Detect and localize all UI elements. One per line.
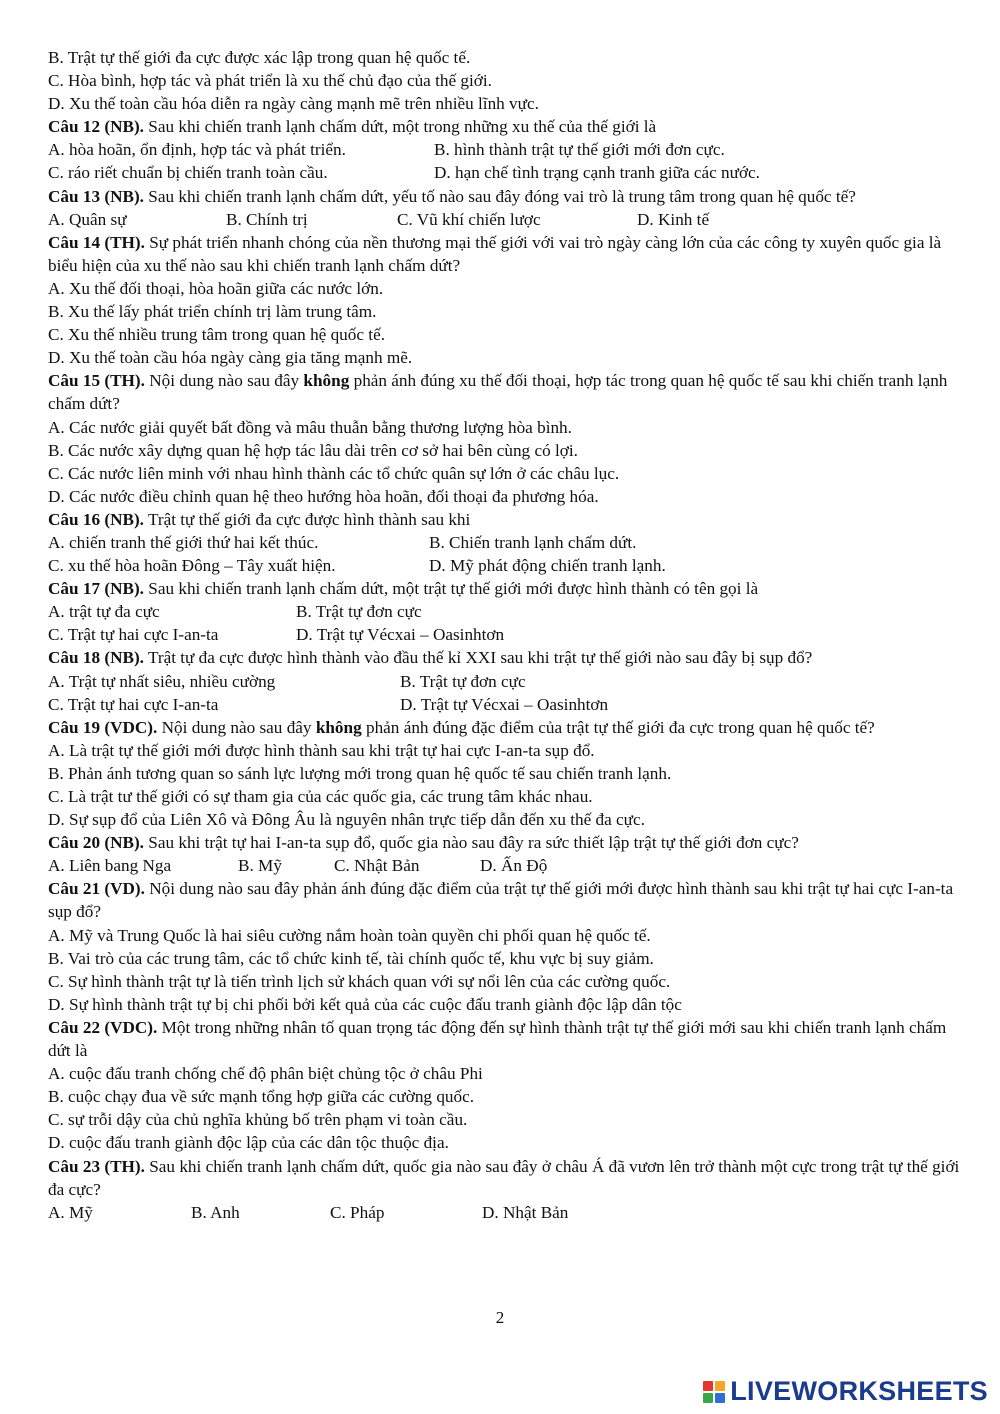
option-b: B. Xu thế lấy phát triển chính trị làm trung tâm. [48, 302, 377, 322]
option-b: B. Mỹ [238, 856, 282, 876]
question-22 [48, 1016, 960, 1062]
option-c: C. ráo riết chuẩn bị chiến tranh toàn cầu. [48, 163, 328, 183]
option-a: A. hòa hoãn, ổn định, hợp tác và phát triển. [48, 140, 346, 160]
question-label: Câu 21 (VD). [48, 879, 145, 899]
question-16 [48, 508, 960, 531]
options-row [48, 600, 960, 623]
option-b: B. Trật tự đơn cực [296, 602, 422, 622]
page-number: 2 [495, 1308, 505, 1327]
question-label: Câu 13 (NB). [48, 186, 144, 206]
option-b: B. Phản ánh tương quan so sánh lực lượng mới trong quan hệ quốc tế sau chiến tranh lạnh. [48, 763, 672, 783]
question-label: Câu 17 (NB). [48, 579, 144, 599]
answer-line: C. Hòa bình, hợp tác và phát triển là xu thế chủ đạo của thế giới. [48, 71, 492, 91]
option-b: B. Chính trị [226, 209, 308, 229]
question-text: Sự phát triển nhanh chóng của nền thương mại thế giới với vai trò ngày càng lớn của các công ty xuyên quốc gia là biểu hiện của xu thế nào sau khi chiến tranh lạnh chấm dứt? [48, 232, 942, 275]
question-text: phản ánh đúng xu thế đối thoại, hợp tác trong quan hệ quốc tế sau khi chiến tranh lạnh chấm dứt? [48, 371, 948, 414]
option-d: D. Các nước điều chỉnh quan hệ theo hướng hòa hoãn, đối thoại đa phương hóa. [48, 486, 599, 506]
question-label: Câu 16 (NB). [48, 509, 144, 529]
option-d: D. Mỹ phát động chiến tranh lạnh. [429, 556, 666, 576]
option-a: A. trật tự đa cực [48, 602, 160, 622]
option-c: C. Trật tự hai cực I-an-ta [48, 625, 219, 645]
option-d: D. cuộc đấu tranh giành độc lập của các dân tộc thuộc địa. [48, 1133, 449, 1153]
option-b: B. hình thành trật tự thế giới mới đơn cực. [434, 140, 725, 160]
brand-name: LIVEWORKSHEETS [730, 1376, 988, 1406]
question-text: Nội dung nào sau đây phản ánh đúng đặc điểm của trật tự thế giới mới được hình thành sau khi trật tự hai cực I-an-ta sụp đổ? [48, 879, 954, 922]
emphasis-not: không [303, 371, 350, 391]
options-row [48, 554, 960, 577]
option-a: A. Các nước giải quyết bất đồng và mâu thuẫn bằng thương lượng hòa bình. [48, 417, 572, 437]
option-c: C. Vũ khí chiến lược [397, 209, 541, 229]
option-b: B. Anh [191, 1202, 240, 1222]
option-b: B. Chiến tranh lạnh chấm dứt. [429, 532, 637, 552]
option-d: D. hạn chế tình trạng cạnh tranh giữa các nước. [434, 163, 760, 183]
logo-square-icon [715, 1381, 725, 1391]
question-20 [48, 831, 960, 854]
option-c: C. xu thế hòa hoãn Đông – Tây xuất hiện. [48, 556, 336, 576]
option-a: A. Liên bang Nga [48, 856, 172, 876]
question-15 [48, 369, 960, 415]
option-c: C. Nhật Bản [334, 856, 420, 876]
option-d: D. Trật tự Vécxai – Oasinhtơn [296, 625, 505, 645]
option-c: C. Xu thế nhiều trung tâm trong quan hệ quốc tế. [48, 325, 385, 345]
question-14 [48, 231, 960, 277]
liveworksheets-logo [703, 1376, 988, 1407]
option-a: A. Xu thế đối thoại, hòa hoãn giữa các nước lớn. [48, 278, 384, 298]
question-label: Câu 12 (NB). [48, 117, 144, 137]
option-c: C. Là trật tư thế giới có sự tham gia của các quốc gia, các trung tâm khác nhau. [48, 787, 593, 806]
option-a: A. chiến tranh thế giới thứ hai kết thúc. [48, 532, 319, 552]
question-text: Sau khi trật tự hai I-an-ta sụp đổ, quốc gia nào sau đây ra sức thiết lập trật tự thế giới đơn cực? [143, 833, 799, 853]
question-13 [48, 185, 960, 208]
question-label: Câu 18 (NB). [48, 648, 144, 668]
option-b: B. Trật tự đơn cực [400, 671, 526, 691]
options-row [48, 670, 960, 693]
question-text: Trật tự thế giới đa cực được hình thành sau khi [143, 509, 471, 529]
question-18 [48, 646, 960, 669]
question-12 [48, 115, 960, 138]
options-row [48, 161, 960, 184]
options-row [48, 1201, 960, 1224]
option-a: A. cuộc đấu tranh chống chế độ phân biệt chủng tộc ở châu Phi [48, 1064, 483, 1084]
logo-square-icon [715, 1393, 725, 1403]
worksheet-page [48, 46, 960, 1224]
option-c: C. Pháp [330, 1202, 385, 1222]
options-row [48, 693, 960, 716]
options-row [48, 623, 960, 646]
question-23 [48, 1155, 960, 1201]
question-label: Câu 14 (TH). [48, 232, 145, 252]
question-text: Sau khi chiến tranh lạnh chấm dứt, yếu tố nào sau đây đóng vai trò là trung tâm trong quan hệ quốc tế? [143, 186, 856, 206]
question-text: Sau khi chiến tranh lạnh chấm dứt, một trong những xu thế của thế giới là [143, 117, 657, 137]
option-d: D. Ấn Độ [480, 856, 548, 876]
question-text: Một trong những nhân tố quan trọng tác động đến sự hình thành trật tự thế giới mới sau khi chiến tranh lạnh chấm dứt là [48, 1017, 947, 1061]
options-row [48, 531, 960, 554]
question-label: Câu 23 (TH). [48, 1156, 145, 1176]
question-text: Sau khi chiến tranh lạnh chấm dứt, quốc gia nào sau đây ở châu Á đã vươn lên trở thành một cực trong trật tự thế giới đa cực? [48, 1156, 960, 1199]
option-a: A. Trật tự nhất siêu, nhiều cường [48, 671, 276, 691]
option-d: D. Trật tự Vécxai – Oasinhtơn [400, 694, 609, 714]
option-a: A. Mỹ [48, 1202, 93, 1222]
option-d: D. Sự hình thành trật tự bị chi phối bởi kết quả của các cuộc đấu tranh giành độc lập dân tộc [48, 994, 682, 1014]
options-row [48, 208, 960, 231]
logo-square-icon [703, 1393, 713, 1403]
question-label: Câu 22 (VDC). [48, 1017, 158, 1037]
question-text: Nội dung nào sau đây [144, 371, 304, 391]
option-b: B. Vai trò của các trung tâm, các tổ chức kinh tế, tài chính quốc tế, khu vực bị suy giảm. [48, 948, 654, 968]
logo-mark-icon [703, 1381, 725, 1403]
emphasis-not: không [315, 717, 362, 737]
option-a: A. Quân sự [48, 209, 127, 229]
option-a: A. Mỹ và Trung Quốc là hai siêu cường nắm hoàn toàn quyền chi phối quan hệ quốc tế. [48, 925, 651, 945]
option-d: D. Kinh tế [637, 209, 710, 229]
question-21 [48, 877, 960, 923]
question-text: Sau khi chiến tranh lạnh chấm dứt, một trật tự thế giới mới được hình thành có tên gọi là [143, 579, 759, 599]
question-19 [48, 716, 960, 739]
option-b: B. Các nước xây dựng quan hệ hợp tác lâu dài trên cơ sở hai bên cùng có lợi. [48, 440, 578, 460]
question-label: Câu 19 (VDC). [48, 717, 158, 737]
option-d: D. Xu thế toàn cầu hóa ngày càng gia tăng mạnh mẽ. [48, 348, 413, 368]
options-row [48, 138, 960, 161]
question-label: Câu 15 (TH). [48, 371, 145, 391]
option-c: C. Sự hình thành trật tự là tiến trình lịch sử khách quan với sự nổi lên của các cường quốc. [48, 971, 671, 991]
question-17 [48, 577, 960, 600]
option-d: D. Sự sụp đổ của Liên Xô và Đông Âu là nguyên nhân trực tiếp dẫn đến xu thế đa cực. [48, 810, 645, 830]
answer-line: B. Trật tự thế giới đa cực được xác lập trong quan hệ quốc tế. [48, 48, 471, 67]
question-text: phản ánh đúng đặc điểm của trật tự thế giới đa cực trong quan hệ quốc tế? [361, 717, 875, 737]
option-c: C. Các nước liên minh với nhau hình thành các tổ chức quân sự lớn ở các châu lục. [48, 463, 620, 483]
option-b: B. cuộc chạy đua về sức mạnh tổng hợp giữa các cường quốc. [48, 1087, 475, 1107]
option-c: C. sự trỗi dậy của chủ nghĩa khủng bố trên phạm vi toàn cầu. [48, 1110, 468, 1130]
option-c: C. Trật tự hai cực I-an-ta [48, 694, 219, 714]
logo-square-icon [703, 1381, 713, 1391]
options-row [48, 854, 960, 877]
option-a: A. Là trật tự thế giới mới được hình thành sau khi trật tự hai cực I-an-ta sụp đổ. [48, 740, 595, 760]
answer-line: D. Xu thế toàn cầu hóa diễn ra ngày càng mạnh mẽ trên nhiều lĩnh vực. [48, 94, 539, 114]
question-text: Nội dung nào sau đây [157, 717, 316, 737]
option-d: D. Nhật Bản [482, 1202, 569, 1222]
question-text: Trật tự đa cực được hình thành vào đầu thế kỉ XXI sau khi trật tự thế giới nào sau đây bị sụp đổ? [143, 648, 813, 668]
question-label: Câu 20 (NB). [48, 833, 144, 853]
